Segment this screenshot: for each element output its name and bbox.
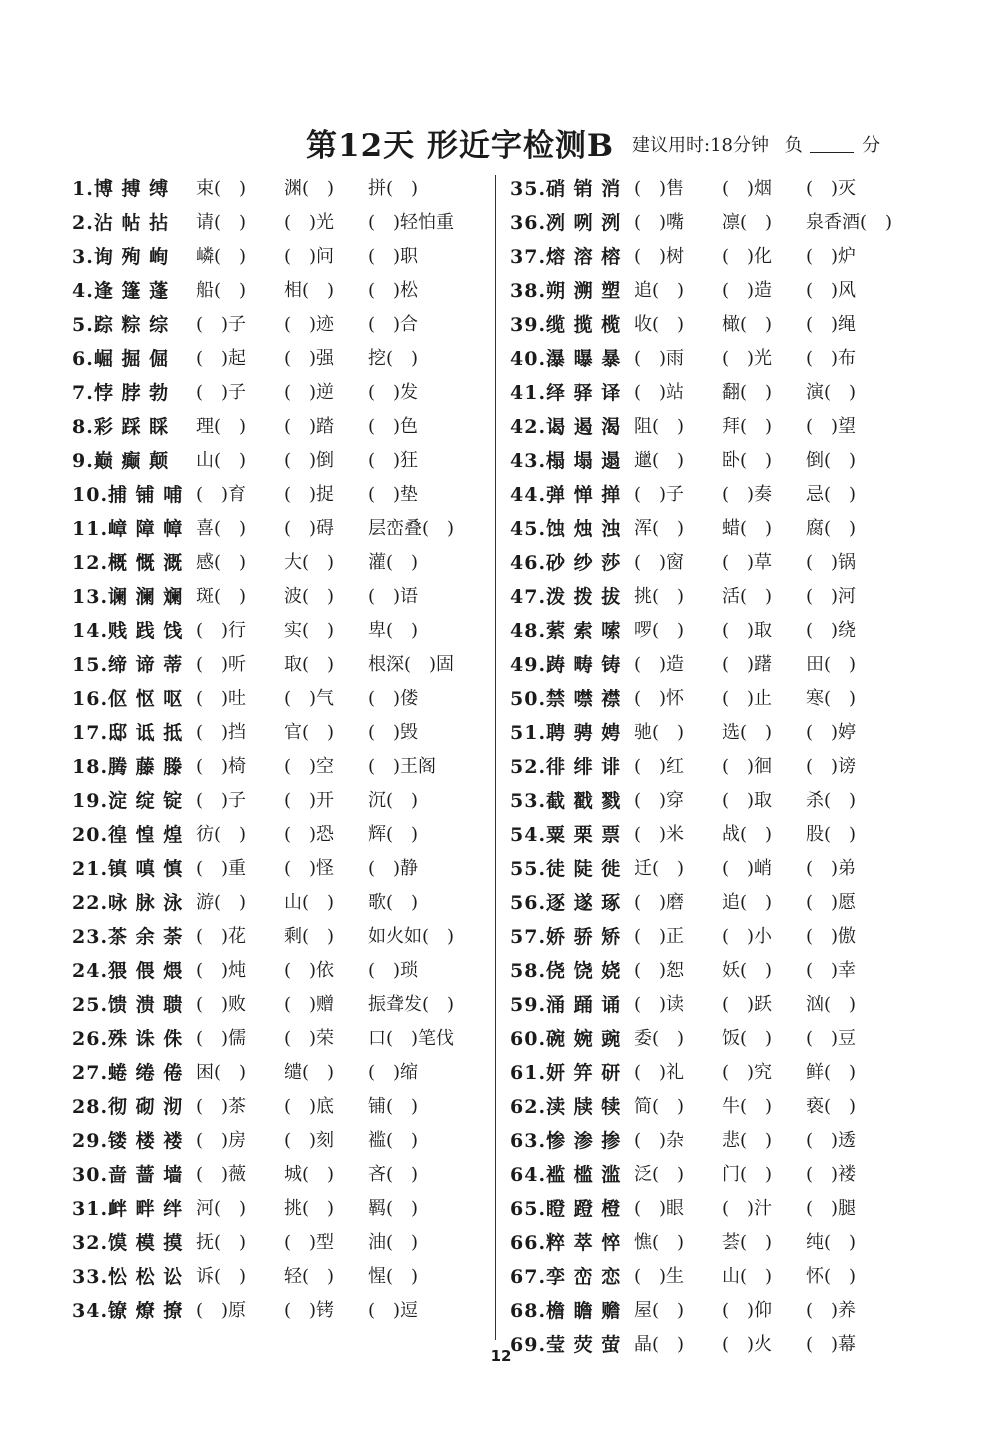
fill-blank-item[interactable]: ( )腿 xyxy=(806,1198,857,1219)
fill-blank-item[interactable]: 屋( ) xyxy=(634,1300,685,1321)
fill-blank-item[interactable]: 相( ) xyxy=(284,280,335,301)
exercise-characters: 12.概 慨 溉 xyxy=(72,552,184,574)
fill-blank-item[interactable]: 啰( ) xyxy=(634,620,685,641)
exercise-characters: 62.渎 牍 犊 xyxy=(510,1096,622,1118)
exercise-characters: 30.啬 蔷 墙 xyxy=(72,1164,184,1186)
fill-blank-item[interactable]: ( )铐 xyxy=(284,1300,335,1321)
exercise-characters: 54.粟 栗 票 xyxy=(510,824,622,846)
fill-blank-item[interactable]: 泛( ) xyxy=(634,1164,685,1185)
fill-blank-item[interactable]: 山( ) xyxy=(722,1266,773,1287)
fill-blank-item[interactable]: 挖( ) xyxy=(368,348,419,369)
fill-blank-item[interactable]: 亵( ) xyxy=(806,1096,857,1117)
fill-blank-item[interactable]: 挑( ) xyxy=(634,586,685,607)
exercise-characters: 18.腾 藤 滕 xyxy=(72,756,184,778)
exercise-characters: 36.冽 咧 洌 xyxy=(510,212,622,234)
exercise-characters: 9.巅 癫 颠 xyxy=(72,450,170,472)
fill-blank-item[interactable]: ( )眼 xyxy=(634,1198,685,1219)
fill-blank-item[interactable]: 如火如( ) xyxy=(368,926,455,947)
exercise-characters: 22.咏 脉 泳 xyxy=(72,892,184,914)
fill-blank-item[interactable]: ( )养 xyxy=(806,1300,857,1321)
exercise-characters: 50.禁 噤 襟 xyxy=(510,688,622,710)
fill-blank-item[interactable]: 官( ) xyxy=(284,722,335,743)
fill-blank-item[interactable]: 斑( ) xyxy=(196,586,247,607)
exercise-characters: 57.娇 骄 矫 xyxy=(510,926,622,948)
fill-blank-item[interactable]: ( )子 xyxy=(634,484,685,505)
fill-blank-item[interactable]: 蜡( ) xyxy=(722,518,773,539)
exercise-characters: 34.镣 燎 撩 xyxy=(72,1300,184,1322)
exercise-characters: 64.褴 槛 滥 xyxy=(510,1164,622,1186)
fill-blank-item[interactable]: 剩( ) xyxy=(284,926,335,947)
fill-blank-item[interactable]: ( )恕 xyxy=(634,960,685,981)
fill-blank-item[interactable]: 口( )笔伐 xyxy=(368,1028,455,1049)
fill-blank-item[interactable]: 山( ) xyxy=(196,450,247,471)
exercise-characters: 63.惨 渗 掺 xyxy=(510,1130,622,1152)
fill-blank-item[interactable]: 拼( ) xyxy=(368,178,419,199)
fill-blank-item[interactable]: ( )望 xyxy=(806,416,857,437)
fill-blank-item[interactable]: ( )气 xyxy=(284,688,335,709)
exercise-characters: 58.侥 饶 娆 xyxy=(510,960,622,982)
fill-blank-item[interactable]: ( )行 xyxy=(196,620,247,641)
fill-blank-item[interactable]: 橄( ) xyxy=(722,314,773,335)
exercise-characters: 33.忪 松 讼 xyxy=(72,1266,184,1288)
exercise-characters: 45.蚀 烛 浊 xyxy=(510,518,622,540)
fill-blank-item[interactable]: ( )花 xyxy=(196,926,247,947)
fill-blank-item[interactable]: 理( ) xyxy=(196,416,247,437)
fill-blank-item[interactable]: 喜( ) xyxy=(196,518,247,539)
fill-blank-item[interactable]: ( )绕 xyxy=(806,620,857,641)
fill-blank-item[interactable]: 惺( ) xyxy=(368,1266,419,1287)
fill-blank-item[interactable]: 游( ) xyxy=(196,892,247,913)
time-score-meta xyxy=(632,131,880,157)
suggested-time: 建议用时:18分钟 xyxy=(632,135,769,156)
exercise-characters: 48.萦 索 嗦 xyxy=(510,620,622,642)
exercise-characters: 56.逐 遂 琢 xyxy=(510,892,622,914)
fill-blank-item[interactable]: ( )红 xyxy=(634,756,685,777)
exercise-characters: 14.贱 践 饯 xyxy=(72,620,184,642)
fill-blank-item[interactable]: ( )取 xyxy=(722,790,773,811)
fill-blank-item[interactable]: ( )河 xyxy=(806,586,857,607)
exercise-characters: 38.朔 溯 塑 xyxy=(510,280,622,302)
exercise-characters: 47.泼 拨 拔 xyxy=(510,586,622,608)
fill-blank-item[interactable]: 汹( ) xyxy=(806,994,857,1015)
fill-blank-item[interactable]: ( )正 xyxy=(634,926,685,947)
score-prefix: 负 xyxy=(784,135,803,156)
fill-blank-item[interactable]: ( )荣 xyxy=(284,1028,335,1049)
fill-blank-item[interactable]: ( )毁 xyxy=(368,722,419,743)
fill-blank-item[interactable]: ( )雨 xyxy=(634,348,685,369)
exercise-characters: 60.碗 婉 豌 xyxy=(510,1028,622,1050)
exercise-characters: 13.谰 澜 斓 xyxy=(72,586,184,608)
fill-blank-item[interactable]: 波( ) xyxy=(284,586,335,607)
fill-blank-item[interactable]: ( )究 xyxy=(722,1062,773,1083)
fill-blank-item[interactable]: ( )幸 xyxy=(806,960,857,981)
fill-blank-item[interactable]: ( )茶 xyxy=(196,1096,247,1117)
fill-blank-item[interactable]: ( )轻怕重 xyxy=(368,212,455,233)
fill-blank-item[interactable]: ( )怪 xyxy=(284,858,335,879)
fill-blank-item[interactable]: ( )缩 xyxy=(368,1062,419,1083)
fill-blank-item[interactable]: 抚( ) xyxy=(196,1232,247,1253)
fill-blank-item[interactable]: 灌( ) xyxy=(368,552,419,573)
fill-blank-item[interactable]: ( )仰 xyxy=(722,1300,773,1321)
fill-blank-item[interactable]: ( )窗 xyxy=(634,552,685,573)
fill-blank-item[interactable]: ( )取 xyxy=(722,620,773,641)
fill-blank-item[interactable]: 浑( ) xyxy=(634,518,685,539)
fill-blank-item[interactable]: 晶( ) xyxy=(634,1334,685,1355)
fill-blank-item[interactable]: 简( ) xyxy=(634,1096,685,1117)
fill-blank-item[interactable]: ( )徊 xyxy=(722,756,773,777)
fill-blank-item[interactable]: ( )怀 xyxy=(634,688,685,709)
fill-blank-item[interactable]: ( )问 xyxy=(284,246,335,267)
fill-blank-item[interactable]: ( )杂 xyxy=(634,1130,685,1151)
exercise-characters: 15.缔 谛 蒂 xyxy=(72,654,184,676)
fill-blank-item[interactable]: 迁( ) xyxy=(634,858,685,879)
fill-blank-item[interactable]: ( )逆 xyxy=(284,382,335,403)
fill-blank-item[interactable]: 门( ) xyxy=(722,1164,773,1185)
exercise-characters: 16.伛 怄 呕 xyxy=(72,688,184,710)
exercise-characters: 59.涌 踊 诵 xyxy=(510,994,622,1016)
fill-blank-item[interactable]: 彷( ) xyxy=(196,824,247,845)
fill-blank-item[interactable]: ( )倒 xyxy=(284,450,335,471)
exercise-characters: 17.邸 诋 抵 xyxy=(72,722,184,744)
fill-blank-item[interactable]: 妖( ) xyxy=(722,960,773,981)
exercise-characters: 7.悖 脖 勃 xyxy=(72,382,170,404)
fill-blank-item[interactable]: ( )色 xyxy=(368,416,419,437)
fill-blank-item[interactable]: 山( ) xyxy=(284,892,335,913)
fill-blank-item[interactable]: 怀( ) xyxy=(806,1266,857,1287)
fill-blank-item[interactable]: ( )空 xyxy=(284,756,335,777)
fill-blank-item[interactable]: ( )听 xyxy=(196,654,247,675)
fill-blank-item[interactable]: 大( ) xyxy=(284,552,335,573)
exercise-characters: 10.捕 铺 哺 xyxy=(72,484,184,506)
fill-blank-item[interactable]: 船( ) xyxy=(196,280,247,301)
exercise-characters: 23.茶 余 荼 xyxy=(72,926,184,948)
fill-blank-item[interactable]: ( )赠 xyxy=(284,994,335,1015)
fill-blank-item[interactable]: 憔( ) xyxy=(634,1232,685,1253)
fill-blank-item[interactable]: ( )炖 xyxy=(196,960,247,981)
exercise-characters: 65.瞪 蹬 橙 xyxy=(510,1198,622,1220)
fill-blank-item[interactable]: 忌( ) xyxy=(806,484,857,505)
fill-blank-item[interactable]: ( )光 xyxy=(722,348,773,369)
fill-blank-item[interactable]: ( )褛 xyxy=(806,1164,857,1185)
fill-blank-item[interactable]: ( )傲 xyxy=(806,926,857,947)
fill-blank-item[interactable]: 凛( ) xyxy=(722,212,773,233)
fill-blank-item[interactable]: ( )穿 xyxy=(634,790,685,811)
fill-blank-item[interactable]: ( )碍 xyxy=(284,518,335,539)
fill-blank-item[interactable]: ( )奏 xyxy=(722,484,773,505)
fill-blank-item[interactable]: ( )透 xyxy=(806,1130,857,1151)
fill-blank-item[interactable]: ( )愿 xyxy=(806,892,857,913)
fill-blank-item[interactable]: 悲( ) xyxy=(722,1130,773,1151)
fill-blank-item[interactable]: ( )风 xyxy=(806,280,857,301)
fill-blank-item[interactable]: ( )强 xyxy=(284,348,335,369)
fill-blank-item[interactable]: 嶙( ) xyxy=(196,246,247,267)
fill-blank-item[interactable]: ( )造 xyxy=(634,654,685,675)
score-suffix: 分 xyxy=(862,135,881,156)
fill-blank-item[interactable]: ( )静 xyxy=(368,858,419,879)
score-blank[interactable] xyxy=(810,135,854,153)
fill-blank-item[interactable]: 渊( ) xyxy=(284,178,335,199)
fill-blank-item[interactable]: 诉( ) xyxy=(196,1266,247,1287)
fill-blank-item[interactable]: ( )布 xyxy=(806,348,857,369)
exercise-characters: 3.询 殉 峋 xyxy=(72,246,170,268)
fill-blank-item[interactable]: ( )豆 xyxy=(806,1028,857,1049)
fill-blank-item[interactable]: ( )止 xyxy=(722,688,773,709)
fill-blank-item[interactable]: 铺( ) xyxy=(368,1096,419,1117)
fill-blank-item[interactable]: ( )育 xyxy=(196,484,247,505)
fill-blank-item[interactable]: 根深( )固 xyxy=(368,654,455,675)
fill-blank-item[interactable]: 股( ) xyxy=(806,824,857,845)
fill-blank-item[interactable]: ( )草 xyxy=(722,552,773,573)
fill-blank-item[interactable]: 城( ) xyxy=(284,1164,335,1185)
exercise-characters: 31.衅 畔 绊 xyxy=(72,1198,184,1220)
fill-blank-item[interactable]: 寒( ) xyxy=(806,688,857,709)
fill-blank-item[interactable]: ( )光 xyxy=(284,212,335,233)
fill-blank-item[interactable]: ( )树 xyxy=(634,246,685,267)
fill-blank-item[interactable]: ( )松 xyxy=(368,280,419,301)
fill-blank-item[interactable]: ( )烟 xyxy=(722,178,773,199)
fill-blank-item[interactable]: ( )挡 xyxy=(196,722,247,743)
exercise-characters: 21.镇 嗔 慎 xyxy=(72,858,184,880)
exercise-characters: 39.缆 揽 榄 xyxy=(510,314,622,336)
fill-blank-item[interactable]: 油( ) xyxy=(368,1232,419,1253)
fill-blank-item[interactable]: 辉( ) xyxy=(368,824,419,845)
exercise-characters: 29.镂 楼 褛 xyxy=(72,1130,184,1152)
fill-blank-item[interactable]: 荟( ) xyxy=(722,1232,773,1253)
exercise-characters: 55.徒 陡 徙 xyxy=(510,858,622,880)
exercise-characters: 67.孪 峦 恋 xyxy=(510,1266,622,1288)
exercise-characters: 25.馈 溃 聩 xyxy=(72,994,184,1016)
fill-blank-item[interactable]: 泉香酒( ) xyxy=(806,212,893,233)
fill-blank-item[interactable]: ( )迹 xyxy=(284,314,335,335)
exercise-characters: 20.徨 惶 煌 xyxy=(72,824,184,846)
exercise-characters: 40.瀑 曝 暴 xyxy=(510,348,622,370)
fill-blank-item[interactable]: 田( ) xyxy=(806,654,857,675)
fill-blank-item[interactable]: 杀( ) xyxy=(806,790,857,811)
fill-blank-item[interactable]: ( )子 xyxy=(196,790,247,811)
fill-blank-item[interactable]: ( )嘴 xyxy=(634,212,685,233)
fill-blank-item[interactable]: ( )狂 xyxy=(368,450,419,471)
fill-blank-item[interactable]: ( )椅 xyxy=(196,756,247,777)
exercise-characters: 66.粹 萃 悴 xyxy=(510,1232,622,1254)
fill-blank-item[interactable]: ( )职 xyxy=(368,246,419,267)
fill-blank-item[interactable]: 战( ) xyxy=(722,824,773,845)
fill-blank-item[interactable]: ( )王阁 xyxy=(368,756,437,777)
fill-blank-item[interactable]: ( )读 xyxy=(634,994,685,1015)
exercise-characters: 49.踌 畴 铸 xyxy=(510,654,622,676)
fill-blank-item[interactable]: 演( ) xyxy=(806,382,857,403)
fill-blank-item[interactable]: ( )开 xyxy=(284,790,335,811)
exercise-characters: 51.聘 骋 娉 xyxy=(510,722,622,744)
fill-blank-item[interactable]: 卑( ) xyxy=(368,620,419,641)
exercise-characters: 43.榻 塌 遢 xyxy=(510,450,622,472)
fill-blank-item[interactable]: ( )偻 xyxy=(368,688,419,709)
fill-blank-item[interactable]: 沉( ) xyxy=(368,790,419,811)
fill-blank-item[interactable]: ( )房 xyxy=(196,1130,247,1151)
exercise-characters: 26.殊 诛 侏 xyxy=(72,1028,184,1050)
fill-blank-item[interactable]: 取( ) xyxy=(284,654,335,675)
fill-blank-item[interactable]: 驰( ) xyxy=(634,722,685,743)
fill-blank-item[interactable]: ( )米 xyxy=(634,824,685,845)
fill-blank-item[interactable]: 拜( ) xyxy=(722,416,773,437)
exercise-characters: 42.谒 遏 渴 xyxy=(510,416,622,438)
fill-blank-item[interactable]: ( )琐 xyxy=(368,960,419,981)
fill-blank-item[interactable]: ( )儒 xyxy=(196,1028,247,1049)
fill-blank-item[interactable]: ( )小 xyxy=(722,926,773,947)
fill-blank-item[interactable]: ( )合 xyxy=(368,314,419,335)
fill-blank-item[interactable]: 吝( ) xyxy=(368,1164,419,1185)
exercise-characters: 53.截 戳 戮 xyxy=(510,790,622,812)
fill-blank-item[interactable]: 腐( ) xyxy=(806,518,857,539)
fill-blank-item[interactable]: 河( ) xyxy=(196,1198,247,1219)
fill-blank-item[interactable]: 鲜( ) xyxy=(806,1062,857,1083)
exercise-characters: 44.弹 惮 掸 xyxy=(510,484,622,506)
exercise-characters: 4.逢 篷 蓬 xyxy=(72,280,170,302)
fill-blank-item[interactable]: ( )原 xyxy=(196,1300,247,1321)
fill-blank-item[interactable]: ( )锅 xyxy=(806,552,857,573)
fill-blank-item[interactable]: ( )底 xyxy=(284,1096,335,1117)
fill-blank-item[interactable]: 纯( ) xyxy=(806,1232,857,1253)
fill-blank-item[interactable]: 饭( ) xyxy=(722,1028,773,1049)
fill-blank-item[interactable]: ( )恐 xyxy=(284,824,335,845)
fill-blank-item[interactable]: 歌( ) xyxy=(368,892,419,913)
fill-blank-item[interactable]: ( )绳 xyxy=(806,314,857,335)
fill-blank-item[interactable]: ( )子 xyxy=(196,314,247,335)
fill-blank-item[interactable]: ( )薇 xyxy=(196,1164,247,1185)
exercise-characters: 68.檐 瞻 赡 xyxy=(510,1300,622,1322)
page-title: 第12天 形近字检测B xyxy=(306,128,615,164)
fill-blank-item[interactable]: 收( ) xyxy=(634,314,685,335)
fill-blank-item[interactable]: 层峦叠( ) xyxy=(368,518,455,539)
exercise-characters: 46.砂 纱 莎 xyxy=(510,552,622,574)
fill-blank-item[interactable]: ( )重 xyxy=(196,858,247,879)
fill-blank-item[interactable]: ( )依 xyxy=(284,960,335,981)
fill-blank-item[interactable]: ( )踏 xyxy=(284,416,335,437)
exercise-characters: 27.蜷 绻 倦 xyxy=(72,1062,184,1084)
fill-blank-item[interactable]: ( )谤 xyxy=(806,756,857,777)
exercise-characters: 11.嶂 障 幛 xyxy=(72,518,184,540)
exercise-characters: 6.崛 掘 倔 xyxy=(72,348,170,370)
fill-blank-item[interactable]: ( )汁 xyxy=(722,1198,773,1219)
exercise-characters: 24.猥 偎 煨 xyxy=(72,960,184,982)
exercise-characters: 32.馍 模 摸 xyxy=(72,1232,184,1254)
fill-blank-item[interactable]: ( )化 xyxy=(722,246,773,267)
fill-blank-item[interactable]: 牛( ) xyxy=(722,1096,773,1117)
fill-blank-item[interactable]: ( )幕 xyxy=(806,1334,857,1355)
fill-blank-item[interactable]: ( )炉 xyxy=(806,246,857,267)
fill-blank-item[interactable]: 束( ) xyxy=(196,178,247,199)
exercise-characters: 5.踪 粽 综 xyxy=(72,314,170,336)
fill-blank-item[interactable]: ( )吐 xyxy=(196,688,247,709)
fill-blank-item[interactable]: ( )败 xyxy=(196,994,247,1015)
fill-blank-item[interactable]: 实( ) xyxy=(284,620,335,641)
fill-blank-item[interactable]: 困( ) xyxy=(196,1062,247,1083)
fill-blank-item[interactable]: ( )语 xyxy=(368,586,419,607)
fill-blank-item[interactable]: 卧( ) xyxy=(722,450,773,471)
fill-blank-item[interactable]: ( )逗 xyxy=(368,1300,419,1321)
exercise-characters: 28.彻 砌 沏 xyxy=(72,1096,184,1118)
exercise-characters: 61.妍 笄 研 xyxy=(510,1062,622,1084)
fill-blank-item[interactable]: ( )弟 xyxy=(806,858,857,879)
fill-blank-item[interactable]: ( )峭 xyxy=(722,858,773,879)
fill-blank-item[interactable]: ( )礼 xyxy=(634,1062,685,1083)
fill-blank-item[interactable]: ( )磨 xyxy=(634,892,685,913)
page-number: 12 xyxy=(490,1347,512,1365)
fill-blank-item[interactable]: ( )躇 xyxy=(722,654,773,675)
fill-blank-item[interactable]: 选( ) xyxy=(722,722,773,743)
fill-blank-item[interactable]: 振聋发( ) xyxy=(368,994,455,1015)
exercise-characters: 69.莹 荧 萤 xyxy=(510,1334,622,1356)
exercise-characters: 19.淀 绽 锭 xyxy=(72,790,184,812)
exercise-characters: 41.绎 驿 译 xyxy=(510,382,622,404)
exercise-characters: 1.博 搏 缚 xyxy=(72,178,170,200)
fill-blank-item[interactable]: 褴( ) xyxy=(368,1130,419,1151)
fill-blank-item[interactable]: 活( ) xyxy=(722,586,773,607)
fill-blank-item[interactable]: ( )站 xyxy=(634,382,685,403)
exercise-characters: 52.徘 绯 诽 xyxy=(510,756,622,778)
fill-blank-item[interactable]: ( )生 xyxy=(634,1266,685,1287)
column-divider xyxy=(495,175,496,1340)
fill-blank-item[interactable]: 邋( ) xyxy=(634,450,685,471)
fill-blank-item[interactable]: 追( ) xyxy=(634,280,685,301)
fill-blank-item[interactable]: ( )发 xyxy=(368,382,419,403)
fill-blank-item[interactable]: ( )售 xyxy=(634,178,685,199)
fill-blank-item[interactable]: ( )垫 xyxy=(368,484,419,505)
fill-blank-item[interactable]: ( )灭 xyxy=(806,178,857,199)
exercise-characters: 37.熔 溶 榕 xyxy=(510,246,622,268)
fill-blank-item[interactable]: ( )婷 xyxy=(806,722,857,743)
exercise-characters: 2.沾 帖 拈 xyxy=(72,212,170,234)
fill-blank-item[interactable]: ( )刻 xyxy=(284,1130,335,1151)
fill-blank-item[interactable]: ( )造 xyxy=(722,280,773,301)
fill-blank-item[interactable]: 缱( ) xyxy=(284,1062,335,1083)
fill-blank-item[interactable]: ( )捉 xyxy=(284,484,335,505)
fill-blank-item[interactable]: ( )起 xyxy=(196,348,247,369)
fill-blank-item[interactable]: 羁( ) xyxy=(368,1198,419,1219)
fill-blank-item[interactable]: ( )子 xyxy=(196,382,247,403)
fill-blank-item[interactable]: 轻( ) xyxy=(284,1266,335,1287)
fill-blank-item[interactable]: 翻( ) xyxy=(722,382,773,403)
exercise-characters: 35.硝 销 消 xyxy=(510,178,622,200)
fill-blank-item[interactable]: ( )型 xyxy=(284,1232,335,1253)
fill-blank-item[interactable]: ( )跃 xyxy=(722,994,773,1015)
fill-blank-item[interactable]: 委( ) xyxy=(634,1028,685,1049)
fill-blank-item[interactable]: 请( ) xyxy=(196,212,247,233)
fill-blank-item[interactable]: 追( ) xyxy=(722,892,773,913)
fill-blank-item[interactable]: 倒( ) xyxy=(806,450,857,471)
exercise-characters: 8.彩 踩 睬 xyxy=(72,416,170,438)
fill-blank-item[interactable]: 感( ) xyxy=(196,552,247,573)
fill-blank-item[interactable]: ( )火 xyxy=(722,1334,773,1355)
fill-blank-item[interactable]: 阻( ) xyxy=(634,416,685,437)
fill-blank-item[interactable]: 挑( ) xyxy=(284,1198,335,1219)
